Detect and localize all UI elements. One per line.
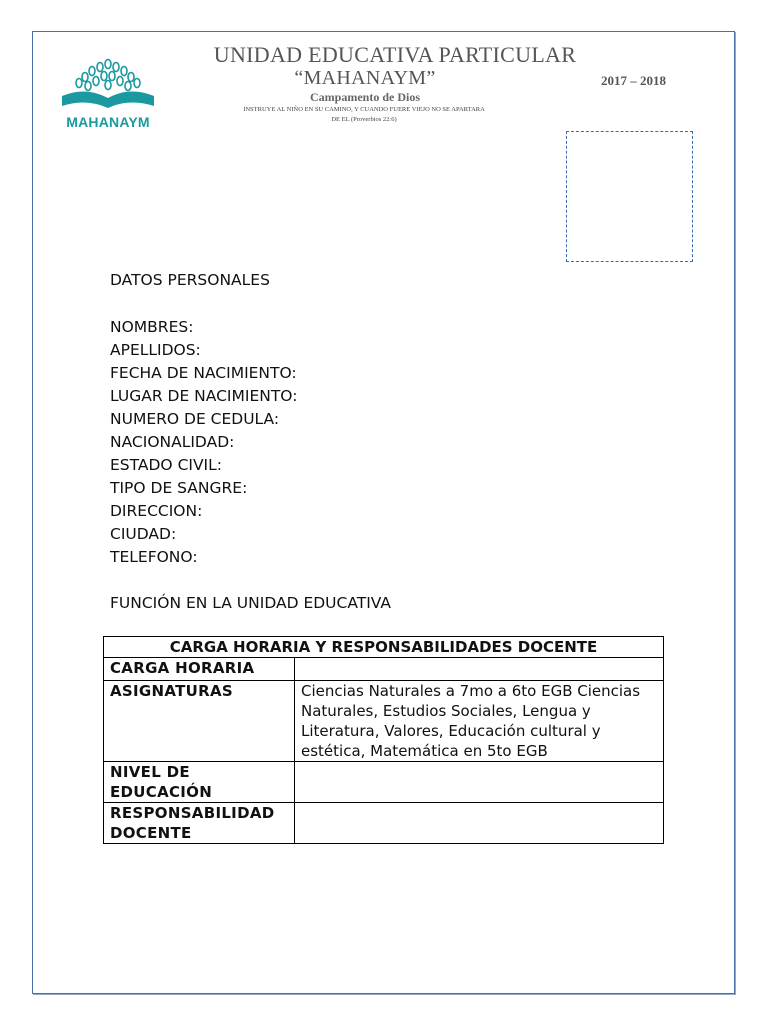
field-estado-civil: ESTADO CIVIL:	[110, 456, 222, 474]
field-ciudad: CIUDAD:	[110, 525, 177, 543]
workload-table	[103, 636, 664, 844]
field-fecha-nacimiento: FECHA DE NACIMIENTO:	[110, 364, 297, 382]
row-value-asignaturas: Ciencias Naturales a 7mo a 6to EGB Ciencias Naturales, Estudios Sociales, Lengua y Literatura, Valores, Educación cultural y estética, Matemática en 5to EGB	[295, 681, 664, 762]
row-label-carga-horaria: CARGA HORARIA	[104, 658, 295, 681]
field-tipo-sangre: TIPO DE SANGRE:	[110, 479, 248, 497]
table-row	[104, 681, 664, 762]
field-apellidos: APELLIDOS:	[110, 341, 201, 359]
section-function: FUNCIÓN EN LA UNIDAD EDUCATIVA	[110, 594, 391, 612]
table-title: CARGA HORARIA Y RESPONSABILIDADES DOCENTE	[104, 637, 664, 658]
school-name: UNIDAD EDUCATIVA PARTICULAR	[213, 42, 577, 67]
motto-line-1: INSTRUYE AL NIÑO EN SU CAMINO, Y CUANDO FUERE VIEJO NO SE APARTARA	[243, 106, 485, 113]
row-value-carga-horaria	[295, 658, 664, 681]
row-label-responsabilidad: RESPONSABILIDAD DOCENTE	[104, 803, 295, 844]
row-label-nivel-educacion: NIVEL DE EDUCACIÓN	[104, 762, 295, 803]
table-row	[104, 762, 664, 803]
field-nombres: NOMBRES:	[110, 318, 194, 336]
motto-line-2: DE EL (Proverbios 22:6)	[331, 116, 397, 123]
photo-placeholder	[566, 131, 693, 262]
field-telefono: TELEFONO:	[110, 548, 198, 566]
logo-text: MAHANAYM	[66, 114, 150, 130]
school-subtitle: Campamento de Dios	[310, 90, 420, 104]
field-direccion: DIRECCION:	[110, 502, 203, 520]
field-nacionalidad: NACIONALIDAD:	[110, 433, 235, 451]
table-row	[104, 803, 664, 844]
row-value-nivel-educacion	[295, 762, 664, 803]
personal-fields-list	[110, 316, 297, 569]
school-year: 2017 – 2018	[601, 73, 666, 88]
field-lugar-nacimiento: LUGAR DE NACIMIENTO:	[110, 387, 298, 405]
row-value-responsabilidad	[295, 803, 664, 844]
field-numero-cedula: NUMERO DE CEDULA:	[110, 410, 280, 428]
section-personal-data: DATOS PERSONALES	[110, 271, 270, 289]
row-label-asignaturas: ASIGNATURAS	[104, 681, 295, 762]
school-name-quoted: “MAHANAYM”	[294, 67, 436, 89]
table-row	[104, 658, 664, 681]
